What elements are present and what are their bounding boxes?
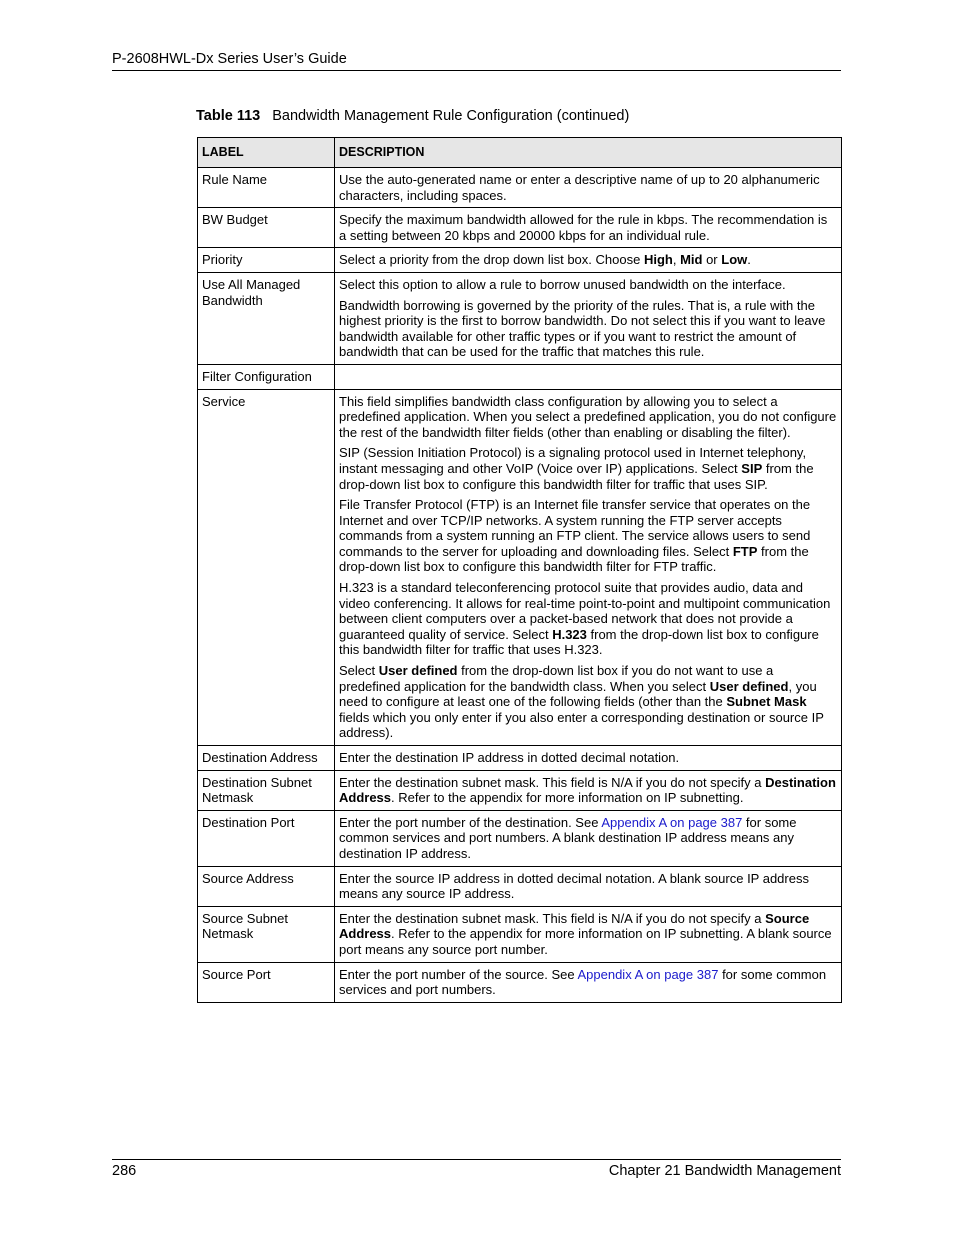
- description-text: Enter the destination subnet mask. This field is N/A if you do not specify a: [339, 774, 766, 790]
- table-number: Table 113: [196, 108, 261, 124]
- bold-term: Low: [721, 252, 748, 268]
- description-paragraph: [339, 212, 837, 243]
- description-text: ,: [672, 252, 681, 268]
- bold-term: Source Address: [339, 910, 810, 942]
- row-label: Source Address: [198, 866, 335, 906]
- description-text: from the drop-down list box to configure this bandwidth filter for traffic that uses SIP.: [339, 460, 814, 492]
- bold-term: User defined: [709, 678, 789, 694]
- row-label: Filter Configuration: [198, 364, 335, 389]
- description-paragraph: [339, 750, 837, 766]
- row-description: [335, 364, 842, 389]
- description-text: from the drop-down list box if you do not want to use a predefined application for the bandwidth class. When you select: [339, 663, 774, 694]
- description-paragraph: [339, 871, 837, 902]
- chapter-title: Chapter 21 Bandwidth Management: [608, 1163, 841, 1179]
- description-paragraph: [339, 277, 837, 293]
- description-text: Enter the destination subnet mask. This field is N/A if you do not specify a: [339, 910, 766, 926]
- description-paragraph: [339, 497, 837, 575]
- description-text: for some common services and port numbers.: [339, 966, 827, 998]
- table-row: [198, 770, 842, 810]
- description-text: Enter the port number of the source. See: [339, 966, 578, 982]
- description-paragraph: [339, 172, 837, 203]
- table-row: [198, 208, 842, 248]
- description-text: SIP (Session Initiation Protocol) is a signaling protocol used in Internet telephony, instant messaging and other VoIP (Voice over IP) applications. Select: [339, 445, 807, 476]
- bold-term: Subnet Mask: [726, 694, 807, 710]
- description-text: Specify the maximum bandwidth allowed for the rule in kbps. The recommendation is a setting between 20 kbps and 20000 kbps for an individual rule.: [339, 212, 828, 243]
- appendix-link[interactable]: Appendix A on page 387: [577, 966, 719, 982]
- row-description: [335, 272, 842, 364]
- row-description: [335, 208, 842, 248]
- description-text: Enter the source IP address in dotted decimal notation. A blank source IP address means any source IP address.: [339, 870, 809, 902]
- description-paragraph: [339, 298, 837, 360]
- row-label: Destination Port: [198, 810, 335, 866]
- description-text: This field simplifies bandwidth class configuration by allowing you to select a predefined application. When you select a predefined application, you do not configure the rest of the bandwidth filter fields (other than enabling or disabling the filter).: [339, 393, 837, 440]
- row-label: BW Budget: [198, 208, 335, 248]
- table-row: [198, 168, 842, 208]
- description-paragraph: [339, 394, 837, 441]
- table-row: [198, 906, 842, 962]
- page-footer: [112, 1159, 841, 1179]
- row-label: Priority: [198, 248, 335, 273]
- row-label: Destination Address: [198, 746, 335, 771]
- table-row: [198, 248, 842, 273]
- table-row: [198, 364, 842, 389]
- row-label: Source Subnet Netmask: [198, 906, 335, 962]
- row-description: [335, 168, 842, 208]
- description-text: H.323 is a standard teleconferencing protocol suite that provides audio, data and video conferencing. It allows for real-time point-to-point and multipoint communication between client computers over a packet-based network that does not provide a guaranteed quality of service. Select: [339, 580, 831, 642]
- description-text: Select this option to allow a rule to borrow unused bandwidth on the interface.: [339, 276, 786, 292]
- description-text: . Refer to the appendix for more information on IP subnetting.: [391, 790, 744, 806]
- column-header-label: LABEL: [198, 138, 335, 168]
- description-paragraph: [339, 580, 837, 658]
- description-text: . Refer to the appendix for more information on IP subnetting. A blank source port means any source port number.: [339, 926, 832, 957]
- description-text: from the drop-down list box to configure this bandwidth filter for FTP traffic.: [339, 543, 809, 575]
- row-label: Source Port: [198, 962, 335, 1002]
- appendix-link[interactable]: Appendix A on page 387: [601, 814, 743, 830]
- table-body: [198, 168, 842, 1003]
- table-row: [198, 962, 842, 1002]
- bold-term: FTP: [732, 543, 758, 559]
- table-row: [198, 389, 842, 745]
- bold-term: Destination Address: [339, 774, 836, 806]
- description-paragraph: [339, 775, 837, 806]
- table-row: [198, 810, 842, 866]
- description-paragraph: [339, 911, 837, 958]
- table-caption: [196, 108, 629, 124]
- description-paragraph: [339, 815, 837, 862]
- page-number: 286: [112, 1163, 137, 1179]
- description-text: File Transfer Protocol (FTP) is an Internet file transfer service that operates on the Internet and over TCP/IP networks. A system running the FTP server accepts commands from a system running an FTP client. The service allows users to send commands to the server for uploading and downloading files. Select: [339, 497, 811, 559]
- row-description: [335, 770, 842, 810]
- description-text: or: [702, 252, 722, 268]
- bold-term: User defined: [378, 663, 458, 679]
- guide-title: P-2608HWL-Dx Series User’s Guide: [112, 51, 347, 67]
- description-text: Bandwidth borrowing is governed by the priority of the rules. That is, a rule with the highest priority is the first to borrow bandwidth. Do not select this if you want to leave bandwidth available for other traffic types or if you want to restrict the amount of bandwidth that can be used for the traffic that matches this rule.: [339, 297, 826, 360]
- row-label: Service: [198, 389, 335, 745]
- description-paragraph: [339, 445, 837, 492]
- description-paragraph: [339, 967, 837, 998]
- table-title: Bandwidth Management Rule Configuration (continued): [272, 108, 630, 124]
- table-row: [198, 866, 842, 906]
- bold-term: Mid: [680, 252, 703, 268]
- description-text: Enter the destination IP address in dotted decimal notation.: [339, 750, 680, 765]
- row-description: [335, 962, 842, 1002]
- description-text: from the drop-down list box to configure this bandwidth filter for traffic that uses H.323.: [339, 626, 819, 658]
- page-header: [112, 51, 841, 71]
- row-description: [335, 248, 842, 273]
- table-row: [198, 272, 842, 364]
- table-row: [198, 746, 842, 771]
- bold-term: H.323: [552, 626, 587, 642]
- description-text: Select: [339, 663, 379, 679]
- row-description: [335, 906, 842, 962]
- description-paragraph: [339, 663, 837, 741]
- row-label: Use All Managed Bandwidth: [198, 272, 335, 364]
- description-text: Select a priority from the drop down list box. Choose: [339, 252, 644, 268]
- description-text: for some common services and port numbers. A blank destination IP address means any destination IP address.: [339, 814, 797, 861]
- row-label: Rule Name: [198, 168, 335, 208]
- row-description: [335, 810, 842, 866]
- description-paragraph: [339, 252, 837, 268]
- description-text: fields which you only enter if you also enter a corresponding destination or source IP address).: [339, 709, 824, 741]
- description-text: .: [747, 252, 751, 268]
- rule-configuration-table: [197, 137, 842, 1003]
- row-label: Destination Subnet Netmask: [198, 770, 335, 810]
- description-text: , you need to configure at least one of the following fields (other than the: [339, 678, 817, 710]
- bold-term: High: [643, 252, 673, 268]
- row-description: [335, 389, 842, 745]
- row-description: [335, 746, 842, 771]
- bold-term: SIP: [741, 460, 763, 476]
- row-description: [335, 866, 842, 906]
- table-header-row: [198, 138, 842, 168]
- description-text: Use the auto-generated name or enter a descriptive name of up to 20 alphanumeric characters, including spaces.: [339, 172, 820, 203]
- description-text: Enter the port number of the destination. See: [339, 814, 602, 830]
- column-header-description: DESCRIPTION: [335, 138, 842, 168]
